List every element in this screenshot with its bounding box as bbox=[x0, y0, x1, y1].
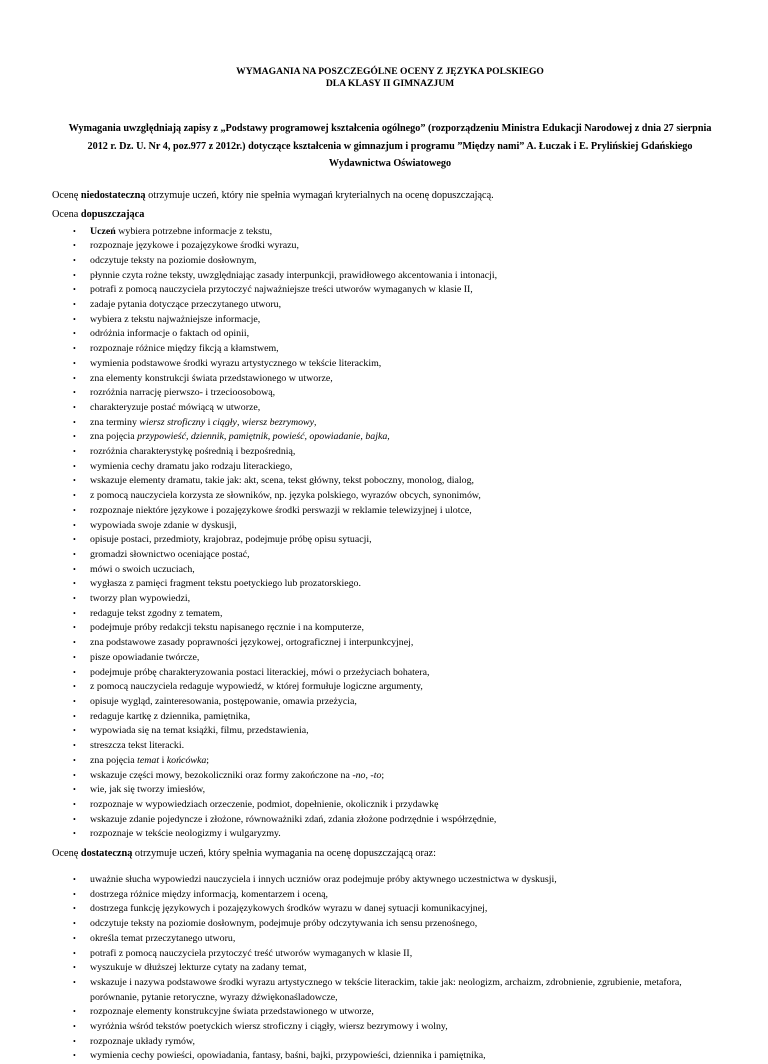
bullet-icon: • bbox=[73, 755, 76, 765]
bullet-icon: • bbox=[73, 667, 76, 677]
list-item-text: określa temat przeczytanego utworu, bbox=[90, 932, 236, 944]
list-item-text: dostrzega różnice między informacją, komentarzem i oceną, bbox=[90, 888, 328, 900]
bullet-icon: • bbox=[73, 933, 76, 943]
bullet-icon: • bbox=[73, 875, 76, 885]
term-text: temat bbox=[137, 754, 160, 766]
list-item bbox=[52, 827, 728, 842]
list-item bbox=[52, 474, 728, 489]
list-item-text: , bbox=[236, 416, 242, 428]
list-item-text: rozpoznaje niektóre językowe i pozajęzykowe środki perswazji w reklamie telewizyjnej i ulotce, bbox=[90, 504, 472, 516]
grade-description: otrzymuje uczeń, który spełnia wymagania na ocenę dopuszczającą oraz: bbox=[132, 848, 436, 860]
list-item-text: rozpoznaje elementy konstrukcyjne świata przedstawionego w utworze, bbox=[90, 1006, 374, 1018]
list-item bbox=[52, 621, 728, 636]
list-item bbox=[52, 666, 728, 681]
dopuszczajaca-requirements-list bbox=[52, 225, 728, 843]
term-text: przypowieść, dziennik, pamiętnik, powieść, opowiadanie, bajka, bbox=[137, 431, 390, 443]
list-item bbox=[52, 283, 728, 298]
list-item-text: wymienia cechy powieści, opowiadania, fantasy, baśni, bajki, przypowieści, dziennika i pamiętnika, bbox=[90, 1050, 486, 1062]
grade-dostateczna-label: dostateczną bbox=[80, 848, 133, 860]
list-item bbox=[52, 888, 728, 903]
list-item-text: potrafi z pomocą nauczyciela przytoczyć najważniejsze treści utworów wymaganych w klasie II, bbox=[90, 284, 473, 296]
list-item-text: rozpoznaje językowe i pozajęzykowe środki wyrazu, bbox=[90, 240, 299, 252]
list-item-text: opisuje postaci, przedmioty, krajobraz, podejmuje próbę opisu sytuacji, bbox=[90, 534, 372, 546]
list-item-text: charakteryzuje postać mówiącą w utworze, bbox=[90, 401, 261, 413]
bullet-icon: • bbox=[73, 300, 76, 310]
term-text: ciągły bbox=[212, 416, 237, 428]
subject-label: Uczeń bbox=[90, 225, 116, 237]
list-item bbox=[52, 357, 728, 372]
bullet-icon: • bbox=[73, 726, 76, 736]
list-item bbox=[52, 298, 728, 313]
list-item-text: podejmuje próby redakcji tekstu napisanego ręcznie i na komputerze, bbox=[90, 622, 364, 634]
bullet-icon: • bbox=[73, 255, 76, 265]
list-item-text: dostrzega funkcję językowych i pozajęzykowych środków wyrazu w danej sytuacji komunikacyjnej, bbox=[90, 903, 488, 915]
intro-paragraph: Wymagania uwzględniają zapisy z „Podstawy programowej kształcenia ogólnego” (rozporządzeniu Ministra Edukacji Narodowej z dnia 27 sierpnia 2012 r. Dz. U. Nr 4, poz.977 z 2012r.) dotyczące kształcenia w gimnazjum i programu ”Między nami” A. Łuczak i E. Prylińskiej Gdańskiego Wydawnictwa Oświatowego bbox=[68, 123, 712, 169]
list-item-text: wyszukuje w dłuższej lekturze cytaty na zadany temat, bbox=[90, 962, 307, 974]
list-item bbox=[52, 783, 728, 798]
list-item-text: rozpoznaje układy rymów, bbox=[90, 1035, 195, 1047]
list-item bbox=[52, 813, 728, 828]
list-item-text: uważnie słucha wypowiedzi nauczyciela i innych uczniów oraz podejmuje próby aktywnego uczestnictwa w dyskusji, bbox=[90, 874, 557, 886]
list-item bbox=[52, 386, 728, 401]
grade-description: otrzymuje uczeń, który nie spełnia wymagań kryterialnych na ocenę dopuszczającą. bbox=[145, 189, 494, 201]
list-item bbox=[52, 372, 728, 387]
list-item-text: rozpoznaje w wypowiedziach orzeczenie, podmiot, dopełnienie, okolicznik i przydawkę bbox=[90, 798, 439, 810]
list-item-text: podejmuje próbę charakteryzowania postaci literackiej, mówi o przeżyciach bohatera, bbox=[90, 666, 430, 678]
bullet-icon: • bbox=[73, 505, 76, 515]
term-text: -no bbox=[352, 769, 366, 781]
list-item bbox=[52, 239, 728, 254]
list-item bbox=[52, 1035, 728, 1050]
bullet-icon: • bbox=[73, 919, 76, 929]
bullet-icon: • bbox=[73, 829, 76, 839]
bullet-icon: • bbox=[73, 373, 76, 383]
list-item bbox=[52, 445, 728, 460]
list-item-text: ; bbox=[206, 754, 210, 766]
grade-niedostateczna-label: niedostateczną bbox=[80, 189, 146, 201]
bullet-icon: • bbox=[73, 638, 76, 648]
list-item-text: rozróżnia narrację pierwszo- i trzecioosobową, bbox=[90, 387, 276, 399]
list-item-text: mówi o swoich uczuciach, bbox=[90, 563, 195, 575]
list-item bbox=[52, 695, 728, 710]
list-item bbox=[52, 636, 728, 651]
list-item bbox=[52, 401, 728, 416]
list-item-text: redaguje kartkę z dziennika, pamiętnika, bbox=[90, 710, 251, 722]
list-item bbox=[52, 607, 728, 622]
list-item bbox=[52, 327, 728, 342]
bullet-icon: • bbox=[73, 314, 76, 324]
list-item-text: wskazuje zdanie pojedyncze i złożone, równoważniki zdań, zdania złożone podrzędnie i współrzędnie, bbox=[90, 813, 497, 825]
grade-prefix: Ocenę bbox=[52, 848, 81, 860]
bullet-icon: • bbox=[73, 682, 76, 692]
list-item-text: wypowiada swoje zdanie w dyskusji, bbox=[90, 519, 237, 531]
dostateczna-requirements-list bbox=[52, 873, 728, 1064]
bullet-icon: • bbox=[73, 770, 76, 780]
bullet-icon: • bbox=[73, 226, 76, 236]
bullet-icon: • bbox=[73, 963, 76, 973]
list-item-text: z pomocą nauczyciela korzysta ze słowników, np. języka polskiego, wyrazów obcych, synonimów, bbox=[90, 490, 481, 502]
list-item bbox=[52, 225, 728, 240]
list-item-text: ; bbox=[381, 769, 385, 781]
grade-prefix: Ocena bbox=[52, 208, 81, 220]
bullet-icon: • bbox=[73, 652, 76, 662]
list-item-text: zna terminy bbox=[90, 416, 140, 428]
list-item bbox=[52, 533, 728, 548]
bullet-icon: • bbox=[73, 461, 76, 471]
bullet-icon: • bbox=[73, 814, 76, 824]
list-item-text: wskazuje elementy dramatu, takie jak: akt, scena, tekst główny, tekst poboczny, monolog, dialog, bbox=[90, 475, 475, 487]
bullet-icon: • bbox=[73, 476, 76, 486]
list-item bbox=[52, 873, 728, 888]
list-item bbox=[52, 519, 728, 534]
list-item bbox=[52, 754, 728, 769]
list-item-text: wie, jak się tworzy imiesłów, bbox=[90, 784, 206, 796]
bullet-icon: • bbox=[73, 270, 76, 280]
list-item bbox=[52, 1005, 728, 1020]
list-item-text: gromadzi słownictwo oceniające postać, bbox=[90, 548, 250, 560]
bullet-icon: • bbox=[73, 241, 76, 251]
list-item bbox=[52, 430, 728, 445]
bullet-icon: • bbox=[73, 948, 76, 958]
list-item bbox=[52, 548, 728, 563]
list-item bbox=[52, 798, 728, 813]
list-item-text: tworzy plan wypowiedzi, bbox=[90, 593, 191, 605]
list-item bbox=[52, 313, 728, 328]
list-item-text: wygłasza z pamięci fragment tekstu poetyckiego lub prozatorskiego. bbox=[90, 578, 361, 590]
list-item-text: rozróżnia charakterystykę pośrednią i bezpośrednią, bbox=[90, 446, 296, 458]
list-item-text: wymienia cechy dramatu jako rodzaju literackiego, bbox=[90, 460, 293, 472]
list-item bbox=[52, 563, 728, 578]
list-item bbox=[52, 592, 728, 607]
bullet-icon: • bbox=[73, 491, 76, 501]
term-text: -to bbox=[370, 769, 382, 781]
list-item bbox=[52, 416, 728, 431]
list-item-text: wybiera potrzebne informacje z tekstu, bbox=[115, 225, 273, 237]
list-item bbox=[52, 917, 728, 932]
bullet-icon: • bbox=[73, 741, 76, 751]
list-item bbox=[52, 932, 728, 947]
bullet-icon: • bbox=[73, 520, 76, 530]
list-item bbox=[52, 1049, 728, 1064]
list-item bbox=[52, 961, 728, 976]
grade-dopuszczajaca-heading bbox=[52, 207, 728, 222]
list-item bbox=[52, 976, 728, 1005]
list-item-text: i bbox=[205, 416, 213, 428]
list-item-text: odczytuje teksty na poziomie dosłownym, podejmuje próby odczytywania ich sensu przenośnego, bbox=[90, 918, 478, 930]
bullet-icon: • bbox=[73, 1022, 76, 1032]
list-item bbox=[52, 254, 728, 269]
bullet-icon: • bbox=[73, 785, 76, 795]
bullet-icon: • bbox=[73, 697, 76, 706]
bullet-icon: • bbox=[73, 608, 76, 618]
bullet-icon: • bbox=[73, 549, 76, 559]
list-item bbox=[52, 680, 728, 695]
list-item-text: zna podstawowe zasady poprawności językowej, ortograficznej i interpunkcyjnej, bbox=[90, 637, 414, 649]
list-item-text: wyróżnia wśród tekstów poetyckich wiersz stroficzny i ciągły, wiersz bezrymowy i wolny, bbox=[90, 1021, 448, 1033]
list-item bbox=[52, 724, 728, 739]
term-text: wiersz stroficzny bbox=[139, 416, 206, 428]
bullet-icon: • bbox=[73, 579, 76, 589]
list-item bbox=[52, 504, 728, 519]
grade-prefix: Ocenę bbox=[52, 189, 81, 201]
bullet-icon: • bbox=[73, 417, 76, 427]
bullet-icon: • bbox=[73, 535, 76, 545]
list-item-text: potrafi z pomocą nauczyciela przytoczyć treść utworów wymaganych w klasie II, bbox=[90, 947, 413, 959]
list-item-text: , bbox=[365, 769, 371, 781]
list-item bbox=[52, 1020, 728, 1035]
list-item bbox=[52, 269, 728, 284]
list-item bbox=[52, 342, 728, 357]
grade-dostateczna-paragraph bbox=[52, 846, 728, 861]
list-item bbox=[52, 577, 728, 592]
document-subtitle: DLA KLASY II GIMNAZJUM bbox=[325, 78, 455, 89]
bullet-icon: • bbox=[73, 904, 76, 914]
list-item bbox=[52, 947, 728, 962]
bullet-icon: • bbox=[73, 799, 76, 809]
list-item-text: płynnie czyta rożne teksty, uwzględniając zasady interpunkcji, prawidłowego akcentowania i intonacji, bbox=[90, 269, 498, 281]
list-item bbox=[52, 460, 728, 475]
bullet-icon: • bbox=[73, 285, 76, 295]
list-item-text: wskazuje i nazywa podstawowe środki wyrazu artystycznego w tekście literackim, takie jak: neologizm, archaizm, zdrobnienie, zgrubienie, metafora, porównanie, pytanie retoryczne, wyrazy dźwiękonaśladowcze, bbox=[90, 976, 682, 1003]
list-item bbox=[52, 489, 728, 504]
list-item-text: wybiera z tekstu najważniejsze informacje, bbox=[90, 313, 261, 325]
list-item-text: zna pojęcia bbox=[90, 754, 138, 766]
list-item-text: z pomocą nauczyciela redaguje wypowiedź, w której formułuje logiczne argumenty, bbox=[90, 681, 423, 693]
term-text: wiersz bezrymowy bbox=[241, 416, 315, 428]
list-item-text: odróżnia informacje o faktach od opinii, bbox=[90, 328, 250, 340]
bullet-icon: • bbox=[73, 1007, 76, 1017]
bullet-icon: • bbox=[73, 711, 76, 721]
grade-niedostateczna-paragraph bbox=[52, 188, 728, 203]
bullet-icon: • bbox=[73, 623, 76, 633]
list-item-text: wymienia podstawowe środki wyrazu artystycznego w tekście literackim, bbox=[90, 357, 382, 369]
bullet-icon: • bbox=[73, 1051, 76, 1061]
list-item bbox=[52, 902, 728, 917]
list-item-text: odczytuje teksty na poziomie dosłownym, bbox=[90, 254, 257, 266]
list-item bbox=[52, 710, 728, 725]
bullet-icon: • bbox=[73, 889, 76, 899]
grade-dopuszczajaca-label: dopuszczająca bbox=[80, 208, 145, 220]
bullet-icon: • bbox=[73, 358, 76, 368]
list-item-text: streszcza tekst literacki. bbox=[90, 740, 185, 752]
bullet-icon: • bbox=[73, 594, 76, 604]
bullet-icon: • bbox=[73, 432, 76, 442]
list-item bbox=[52, 769, 728, 784]
list-item-text: rozpoznaje różnice między fikcją a kłamstwem, bbox=[90, 343, 279, 355]
term-text: końcówka bbox=[166, 754, 207, 766]
list-item-text: , bbox=[314, 416, 317, 428]
list-item-text: pisze opowiadanie twórcze, bbox=[90, 651, 200, 663]
list-item-text: zadaje pytania dotyczące przeczytanego utworu, bbox=[90, 299, 282, 311]
bullet-icon: • bbox=[73, 329, 76, 339]
bullet-icon: • bbox=[73, 388, 76, 398]
document-title: WYMAGANIA NA POSZCZEGÓLNE OCENY Z JĘZYKA POLSKIEGO bbox=[236, 66, 544, 77]
bullet-icon: • bbox=[73, 447, 76, 457]
list-item-text: wskazuje części mowy, bezokoliczniki oraz formy zakończone na bbox=[90, 769, 353, 781]
list-item bbox=[52, 739, 728, 754]
list-item-text: zna elementy konstrukcji świata przedstawionego w utworze, bbox=[90, 372, 333, 384]
list-item bbox=[52, 651, 728, 666]
list-item-text: redaguje tekst zgodny z tematem, bbox=[90, 607, 223, 619]
bullet-icon: • bbox=[73, 1036, 76, 1046]
bullet-icon: • bbox=[73, 344, 76, 354]
list-item-text: zna pojęcia bbox=[90, 431, 138, 443]
bullet-icon: • bbox=[73, 402, 76, 412]
bullet-icon: • bbox=[73, 977, 76, 987]
list-item-text: wypowiada się na temat książki, filmu, przedstawienia, bbox=[90, 725, 309, 737]
bullet-icon: • bbox=[73, 564, 76, 574]
list-item-text: opisuje wygląd, zainteresowania, postępowanie, omawia przeżycia, bbox=[90, 696, 357, 707]
list-item-text: rozpoznaje w tekście neologizmy i wulgaryzmy. bbox=[90, 828, 281, 840]
list-item-text: i bbox=[159, 754, 167, 766]
